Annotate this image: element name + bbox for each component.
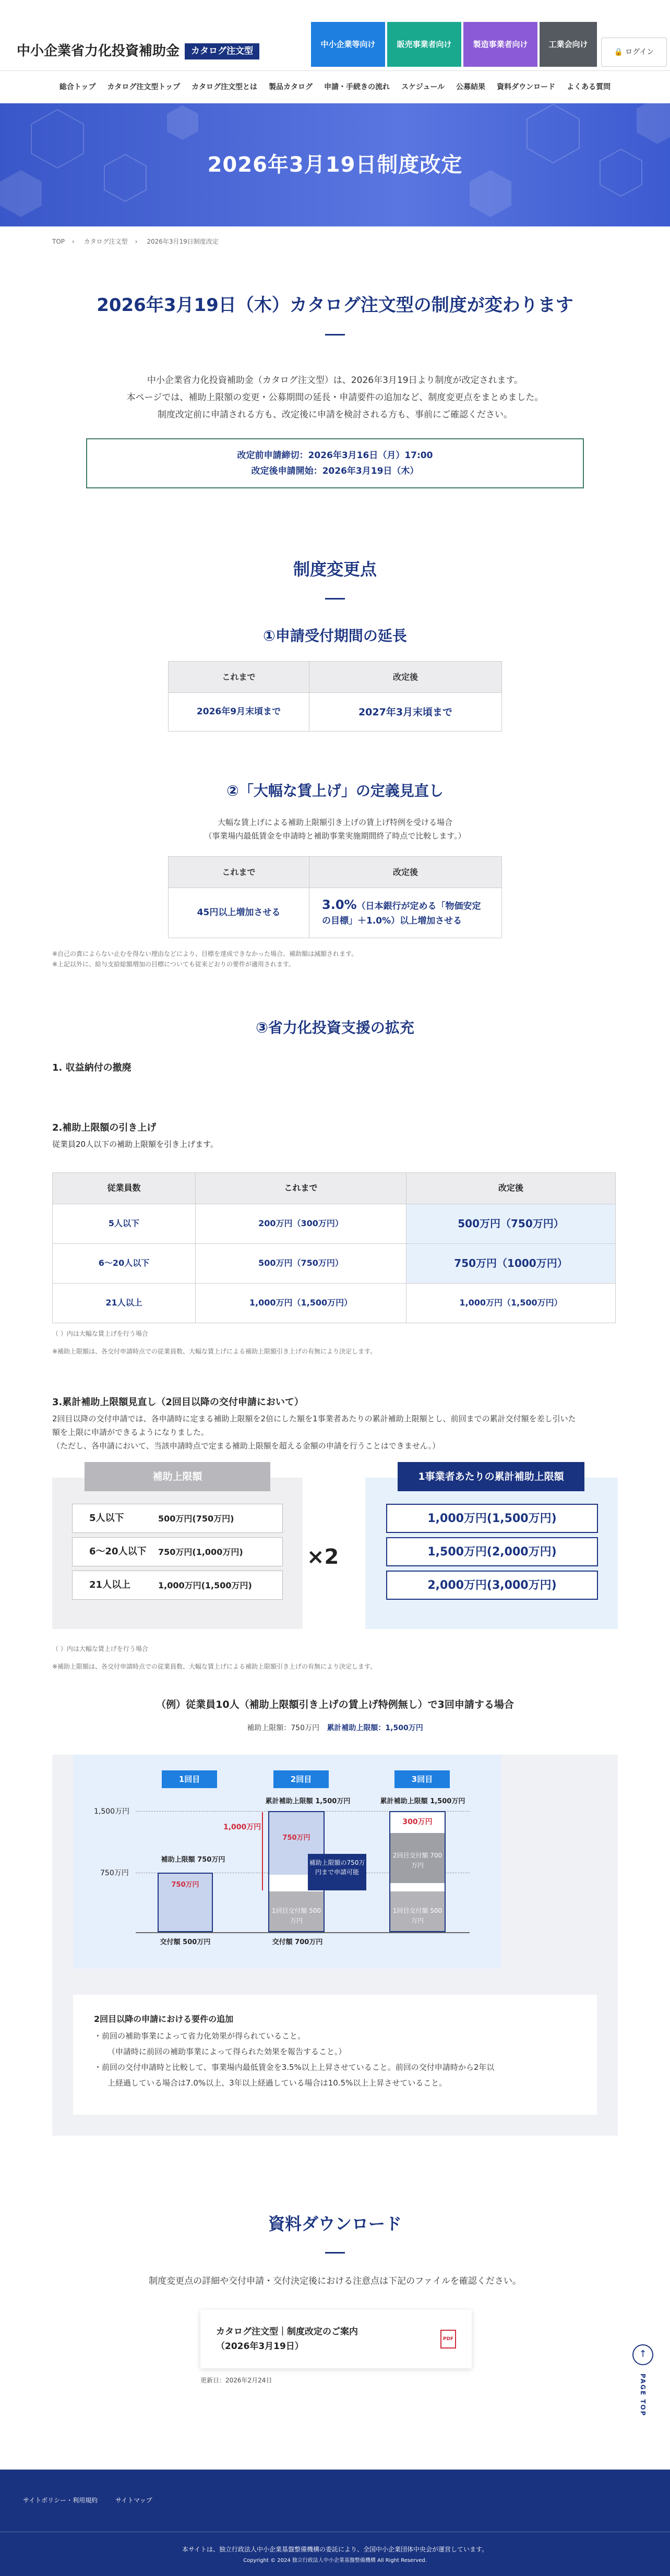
title-divider <box>325 2252 345 2254</box>
hero-banner <box>0 103 670 226</box>
change1-head-after: 改定後 <box>309 662 502 693</box>
example-section <box>0 1672 670 2136</box>
title-divider <box>325 334 345 336</box>
example-wrapper <box>52 1755 618 2136</box>
nav-item-faq[interactable]: よくある質問 <box>567 82 611 91</box>
limit-table <box>52 1172 616 1323</box>
limit-panel-emp: 6～20人以下 <box>89 1545 147 1557</box>
change1-after: 2027年3月末頃まで <box>309 693 502 732</box>
chevron-right-icon: › <box>72 238 75 245</box>
footer <box>0 2470 670 2576</box>
change1-head-before: これまで <box>169 662 309 693</box>
logo-tag: カタログ注文型 <box>185 43 259 59</box>
nav-item-catalog-top[interactable]: カタログ注文型トップ <box>107 82 180 91</box>
round-2-cap: 累計補助上限額 1,500万円 <box>265 1798 351 1806</box>
file-name-2: （2026年3月19日） <box>216 2341 304 2352</box>
hero-title: 2026年3月19日制度改定 <box>207 153 463 177</box>
limit-panel-row <box>72 1537 283 1566</box>
logo-title: 中小企業省力化投資補助金 <box>17 43 180 59</box>
footer-note: 本サイトは、独立行政法人中小企業基盤整備機構の委託により、全国中小企業団体中央会が運営しています。 <box>182 2546 488 2554</box>
nav-item-product-catalog[interactable]: 製品カタログ <box>269 82 313 91</box>
cumulative-row: 2,000万円(3,000万円) <box>386 1571 598 1600</box>
cumulative-row: 1,000万円(1,500万円) <box>386 1504 598 1533</box>
table-row <box>53 1204 616 1243</box>
tab-association[interactable]: 工業会向け <box>540 22 597 67</box>
axis-label-1500: 1,500万円 <box>94 1807 130 1816</box>
tab-vendor[interactable]: 販売事業者向け <box>387 22 461 67</box>
change3-h3-desc-1: 2回目以降の交付申請では、各申請時に定まる補助上限額を2倍にした額を1事業者あたりの累計補助上限額とし、前回までの累計交付額を差し引いた <box>52 1414 576 1424</box>
round-3-cap: 累計補助上限額 1,500万円 <box>380 1798 465 1806</box>
table-row <box>53 1243 616 1283</box>
round-1-paid: 交付額 500万円 <box>160 1938 211 1947</box>
change3-title: ③省力化投資支援の拡充 <box>256 1019 414 1037</box>
site-logo[interactable] <box>17 41 259 63</box>
round-3-prev1: 1回目交付額 500万円 <box>390 1891 445 1931</box>
limit-emp: 21人以上 <box>53 1283 196 1323</box>
audience-tabs <box>311 22 670 67</box>
limit-head-before: これまで <box>196 1172 406 1204</box>
limit-panel-val: 750万円(1,000万円) <box>158 1547 243 1557</box>
intro-line-2: 本ページでは、補助上限額の変更・公募期間の延長・申請要件の追加など、制度変更点をまとめました。 <box>126 392 544 403</box>
change3-h3: 3.累計補助上限額見直し（2回目以降の交付申請において） <box>52 1396 304 1408</box>
lock-icon: 🔒 <box>614 47 624 56</box>
nav-item-about[interactable]: カタログ注文型とは <box>192 82 257 91</box>
tab-manufacturer[interactable]: 製造事業者向け <box>463 22 537 67</box>
requirements-title: 2回目以降の申請における要件の追加 <box>94 2014 234 2024</box>
round-2-prev: 1回目交付額 500万円 <box>269 1891 324 1931</box>
download-desc: 制度変更点の詳細や交付申請・交付決定後における注意点は下記のファイルを確認ください。 <box>149 2276 521 2287</box>
download-title: 資料ダウンロード <box>268 2214 402 2234</box>
round-1-label: 1回目 <box>162 1770 217 1788</box>
change1-table <box>168 661 502 732</box>
limit-panel-val: 500万円(750万円) <box>158 1513 234 1524</box>
arrow-up-icon: ↑ <box>639 2349 647 2360</box>
change2-after <box>309 888 502 938</box>
round-2-gap: 1,000万円 <box>223 1823 261 1832</box>
limit-emp: 5人以下 <box>53 1204 196 1243</box>
requirement-2: ・前回の交付申請時と比較して、事業場内最低賃金を3.5%以上上昇させていること。前回の交付申請時から2年以 <box>94 2062 495 2072</box>
change2-table <box>168 856 502 938</box>
round-3-bar: 300万円 <box>390 1812 445 1832</box>
intro-line-3: 制度改定前に申請される方も、改定後に申請を検討される方も、事前にご確認ください。 <box>158 410 512 421</box>
change1-before: 2026年9月末頃まで <box>169 693 309 732</box>
example-sub-a: 補助上限額：750万円 <box>247 1723 319 1732</box>
example-title: （例）従業員10人（補助上限額引き上げの賃上げ特例無し）で3回申請する場合 <box>156 1699 514 1711</box>
change3-h1: 1. 収益納付の撤廃 <box>52 1062 131 1073</box>
changes-section <box>0 488 670 1672</box>
limit-after: 1,000万円（1,500万円） <box>406 1283 616 1323</box>
round-3-prev2: 2回目交付額 700万円 <box>390 1833 445 1883</box>
change2-desc-2: （事業場内最低賃金を申請時と補助事業実施期間終了時点で比較します。） <box>204 831 466 841</box>
login-button[interactable] <box>601 38 667 67</box>
pdf-icon: PDF <box>440 2330 456 2349</box>
nav-item-top[interactable]: 総合トップ <box>59 82 96 91</box>
table-row <box>53 1283 616 1323</box>
page-top-button[interactable] <box>632 2344 653 2365</box>
baseline <box>136 1932 470 1933</box>
change3-h2: 2.補助上限額の引き上げ <box>52 1122 157 1133</box>
tab-sme[interactable]: 中小企業等向け <box>311 22 385 67</box>
round-2-callout: 補助上限額の750万円まで申請可能 <box>308 1854 366 1890</box>
breadcrumb-top[interactable]: TOP <box>52 238 65 245</box>
login-label: ログイン <box>625 47 654 56</box>
change2-title: ②「大幅な賃上げ」の定義見直し <box>226 782 444 800</box>
limit-before: 500万円（750万円） <box>196 1243 406 1283</box>
limit-panel-row <box>72 1504 283 1533</box>
limit-panel-emp: 21人以上 <box>89 1579 131 1590</box>
intro-line-1: 中小企業省力化投資補助金（カタログ注文型）は、2026年3月19日より制度が改定されます。 <box>147 375 523 386</box>
change2-desc-1: 大幅な賃上げによる補助上限額引き上げの賃上げ特例を受ける場合 <box>217 818 452 828</box>
axis-label-750: 750万円 <box>100 1869 129 1878</box>
limit-head-emp: 従業員数 <box>53 1172 196 1204</box>
requirements-box <box>73 1995 597 2115</box>
global-nav <box>0 71 670 103</box>
limit-after: 750万円（1000万円） <box>406 1243 616 1283</box>
round-2-paid: 交付額 700万円 <box>272 1938 323 1947</box>
round-2-bar-label: 750万円 <box>282 1834 310 1842</box>
chevron-right-icon: › <box>135 238 138 245</box>
site-header <box>0 0 670 71</box>
change3-h2-desc: 従業員20人以下の補助上限額を引き上げます。 <box>52 1139 218 1149</box>
cumulative-row: 1,500万円(2,000万円) <box>386 1537 598 1566</box>
change2-before: 45円以上増加させる <box>169 888 309 938</box>
file-name-1: カタログ注文型｜制度改定のご案内 <box>216 2326 358 2337</box>
download-section <box>0 2136 670 2470</box>
change1-title: ①申請受付期間の延長 <box>263 627 407 644</box>
nav-item-results[interactable]: 公募結果 <box>456 82 486 91</box>
limit-panel-emp: 5人以下 <box>89 1512 124 1524</box>
intro-section <box>0 258 670 488</box>
breadcrumb-catalog[interactable]: カタログ注文型 <box>83 238 128 245</box>
nav-item-download[interactable]: 資料ダウンロード <box>497 82 556 91</box>
times-two: ×2 <box>307 1545 339 1569</box>
requirement-2b: 上経過している場合は7.0%以上、3年以上経過している場合は10.5%以上上昇させていること。 <box>107 2078 447 2088</box>
round-2-gap-arrow <box>262 1812 263 1890</box>
footer-link-policy[interactable]: サイトポリシー・利用規約 <box>23 2497 98 2505</box>
limit-note-2: ※補助上限額は、各交付申請時点での従業員数、大幅な賃上げによる補助上限額引き上げの有無により決定します。 <box>52 1347 377 1355</box>
diagram-note-2: ※補助上限額は、各交付申請時点での従業員数、大幅な賃上げによる補助上限額引き上げの有無により決定します。 <box>52 1663 377 1671</box>
example-subtitle <box>0 1722 670 1734</box>
round-1-bar-label: 750万円 <box>171 1881 199 1889</box>
limit-before: 1,000万円（1,500万円） <box>196 1283 406 1323</box>
requirement-1b: （申請時に前回の補助事業によって得られた効果を報告すること。） <box>107 2046 346 2056</box>
requirement-1: ・前回の補助事業によって省力化効果が得られていること。 <box>94 2031 306 2041</box>
change2-head-after: 改定後 <box>309 857 502 888</box>
change3-h3-desc-3: （ただし、各申請において、当該申請時点で定まる補助上限額を超える金額の申請を行うことはできません。） <box>52 1441 440 1451</box>
limit-panel-head: 補助上限額 <box>85 1462 270 1491</box>
nav-item-flow[interactable]: 申請・手続きの流れ <box>324 82 390 91</box>
file-updated: 更新日：2026年2月24日 <box>200 2376 272 2384</box>
footer-copyright: Copyright © 2024 独立行政法人中小企業基盤整備機構 All Right Reserved. <box>243 2558 427 2564</box>
cumulative-limit-diagram <box>0 1462 670 1634</box>
deadline-box <box>86 438 584 488</box>
change2-head-before: これまで <box>169 857 309 888</box>
limit-before: 200万円（300万円） <box>196 1204 406 1243</box>
limit-emp: 6～20人以下 <box>53 1243 196 1283</box>
limit-panel-row <box>72 1571 283 1600</box>
intro-title: 2026年3月19日（木）カタログ注文型の制度が変わります <box>97 295 573 316</box>
breadcrumb <box>0 226 670 258</box>
limit-note-1: （ ）内は大幅な賃上げを行う場合 <box>52 1329 148 1337</box>
example-sub-b: 累計補助上限額：1,500万円 <box>327 1723 423 1732</box>
nav-item-schedule[interactable]: スケジュール <box>401 82 445 91</box>
change2-after-strong: 3.0% <box>322 897 357 913</box>
deadline-before: 改定前申請締切：2026年3月16日（月）17:00 <box>237 450 433 461</box>
change2-note-1: ※自己の責によらない止むを得ない理由などにより、目標を達成できなかった場合、補助額は減額されます。 <box>52 950 358 958</box>
deadline-after: 改定後申請開始：2026年3月19日（木） <box>251 466 419 477</box>
round-1-cap: 補助上限額 750万円 <box>161 1856 225 1864</box>
breadcrumb-current: 2026年3月19日制度改定 <box>147 238 219 245</box>
round-2-label: 2回目 <box>273 1770 329 1788</box>
limit-after: 500万円（750万円） <box>406 1204 616 1243</box>
change2-note-2: ※上記以外に、給与支給総額増加の目標についても従来どおりの要件が適用されます。 <box>52 961 295 968</box>
cumulative-panel-head: 1事業者あたりの累計補助上限額 <box>398 1462 584 1491</box>
change3-h3-desc-2: 額を上限に申請ができるようになりました。 <box>52 1428 209 1437</box>
footer-link-sitemap[interactable]: サイトマップ <box>115 2497 152 2505</box>
diagram-note-1: （ ）内は大幅な賃上げを行う場合 <box>52 1645 148 1653</box>
limit-head-after: 改定後 <box>406 1172 616 1204</box>
round-3-label: 3回目 <box>394 1770 450 1788</box>
limit-panel-val: 1,000万円(1,500万円) <box>158 1580 252 1590</box>
download-file-card[interactable] <box>200 2310 472 2368</box>
page-top-label[interactable]: PAGE TOP <box>639 2374 647 2417</box>
changes-title: 制度変更点 <box>293 559 377 580</box>
change2-after-text: （日本銀行が定める「物価安定の目標」＋1.0%）以上増加させる <box>322 901 481 927</box>
title-divider <box>325 598 345 600</box>
